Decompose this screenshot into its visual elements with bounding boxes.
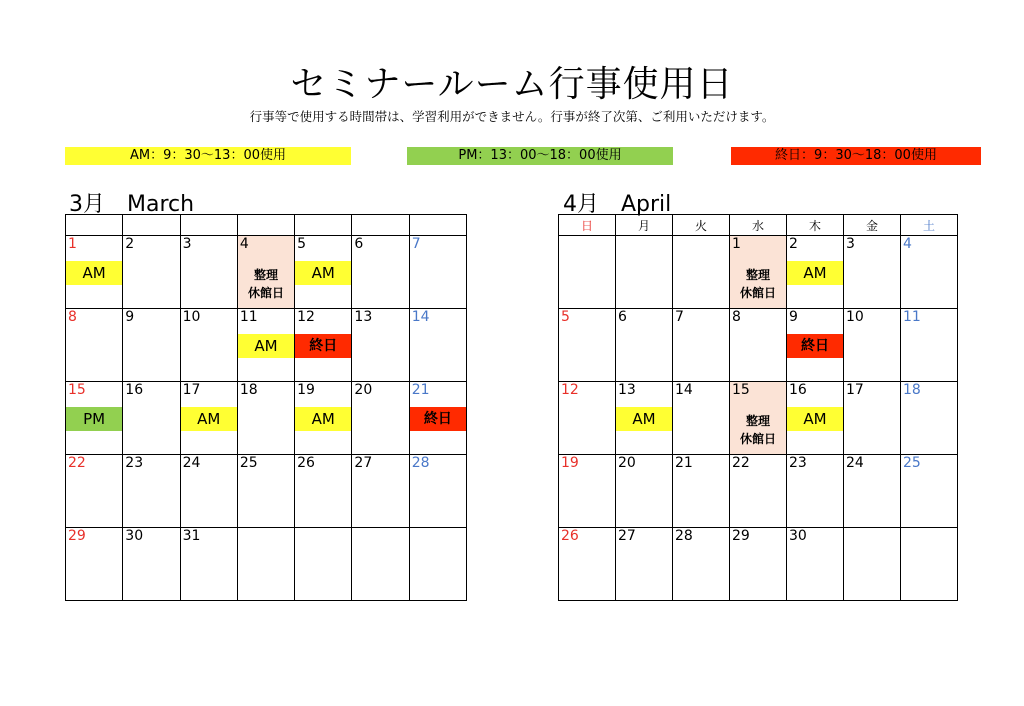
weekday-header-cell: 土 — [901, 215, 958, 236]
day-cell — [352, 455, 409, 528]
day-number: 25 — [239, 455, 258, 471]
day-cell — [844, 528, 901, 601]
closed-label-line: 休館日 — [247, 286, 284, 300]
day-cell — [237, 236, 294, 309]
day-number: 30 — [125, 528, 144, 544]
am-usage-tag: AM — [295, 407, 351, 431]
day-cell — [66, 236, 123, 309]
day-cell — [787, 455, 844, 528]
day-number: 10 — [182, 309, 201, 325]
weekday-header-cell — [295, 215, 352, 236]
closed-label-line: 休館日 — [739, 286, 776, 300]
day-number: 28 — [675, 528, 693, 544]
day-cell — [559, 455, 616, 528]
day-number: 6 — [354, 236, 364, 252]
week-row — [66, 455, 467, 528]
day-number: 1 — [68, 236, 77, 252]
march-heading: 3月 March — [69, 192, 195, 217]
march-calendar — [65, 214, 467, 601]
day-number: 6 — [618, 309, 627, 325]
day-cell — [901, 309, 958, 382]
day-number: 10 — [846, 309, 864, 325]
closed-day-label — [730, 412, 786, 448]
day-cell — [180, 382, 237, 455]
day-number: 4 — [239, 236, 249, 252]
day-cell — [673, 382, 730, 455]
day-cell — [844, 236, 901, 309]
closed-day-label — [238, 266, 294, 302]
day-number: 17 — [846, 382, 864, 398]
am-usage-tag: AM — [616, 407, 672, 431]
day-number: 30 — [789, 528, 807, 544]
day-cell — [409, 382, 466, 455]
day-number: 26 — [297, 455, 315, 471]
week-row — [66, 309, 467, 382]
all-day-usage-tag: 終日 — [787, 334, 843, 358]
april-heading: 4月 April — [563, 192, 672, 217]
day-number: 16 — [789, 382, 807, 398]
day-number: 2 — [125, 236, 135, 252]
day-number: 27 — [618, 528, 636, 544]
day-cell — [295, 528, 352, 601]
am-usage-tag: AM — [787, 261, 843, 285]
day-number: 21 — [675, 455, 693, 471]
weekday-header-cell — [237, 215, 294, 236]
day-cell — [180, 309, 237, 382]
day-cell — [901, 382, 958, 455]
weekday-header-cell — [409, 215, 466, 236]
day-cell — [66, 309, 123, 382]
closed-label-line: 整理 — [745, 414, 770, 428]
day-number: 14 — [411, 309, 430, 325]
page-title: セミナールーム行事使用日 — [290, 64, 734, 105]
day-cell — [123, 382, 180, 455]
day-cell — [730, 382, 787, 455]
day-number: 24 — [182, 455, 201, 471]
closed-day-label — [730, 266, 786, 302]
day-cell — [730, 528, 787, 601]
day-cell — [616, 528, 673, 601]
day-cell — [66, 528, 123, 601]
day-cell — [673, 528, 730, 601]
day-cell — [237, 382, 294, 455]
day-number: 28 — [411, 455, 430, 471]
day-number: 20 — [354, 382, 373, 398]
day-number: 8 — [68, 309, 77, 325]
day-number: 22 — [68, 455, 86, 471]
closed-label-line: 休館日 — [739, 432, 776, 446]
day-cell — [66, 455, 123, 528]
day-number: 11 — [239, 309, 258, 325]
day-number: 25 — [903, 455, 921, 471]
legend-pm: PM：13：00～18：00使用 — [407, 147, 673, 165]
legend-all-day: 終日：9：30～18：00使用 — [731, 147, 981, 165]
all-day-usage-tag: 終日 — [410, 407, 466, 431]
day-number: 17 — [182, 382, 201, 398]
day-number: 31 — [182, 528, 201, 544]
day-number: 1 — [732, 236, 741, 252]
day-cell — [901, 528, 958, 601]
day-number: 15 — [732, 382, 750, 398]
day-cell — [616, 236, 673, 309]
day-cell — [787, 236, 844, 309]
day-number: 12 — [561, 382, 579, 398]
day-cell — [616, 309, 673, 382]
day-cell — [901, 455, 958, 528]
weekday-header-row — [559, 215, 958, 236]
day-cell — [295, 382, 352, 455]
day-cell — [844, 309, 901, 382]
week-row — [559, 382, 958, 455]
day-cell — [730, 309, 787, 382]
day-cell — [673, 455, 730, 528]
day-number: 23 — [125, 455, 144, 471]
day-cell — [295, 455, 352, 528]
day-number: 8 — [732, 309, 741, 325]
day-cell — [295, 309, 352, 382]
day-number: 7 — [411, 236, 421, 252]
day-cell — [352, 236, 409, 309]
week-row — [66, 528, 467, 601]
day-cell — [559, 309, 616, 382]
weekday-header-cell: 火 — [673, 215, 730, 236]
day-cell — [352, 382, 409, 455]
week-row — [559, 309, 958, 382]
day-cell — [352, 528, 409, 601]
day-number: 9 — [789, 309, 798, 325]
day-cell — [237, 455, 294, 528]
weekday-header-cell: 日 — [559, 215, 616, 236]
week-row — [66, 236, 467, 309]
day-number: 20 — [618, 455, 636, 471]
day-cell — [180, 528, 237, 601]
day-number: 18 — [239, 382, 258, 398]
day-cell — [409, 528, 466, 601]
april-calendar — [558, 214, 958, 601]
day-number: 5 — [297, 236, 307, 252]
day-cell — [787, 528, 844, 601]
day-cell — [559, 382, 616, 455]
day-cell — [66, 382, 123, 455]
day-cell — [352, 309, 409, 382]
day-cell — [237, 309, 294, 382]
day-number: 19 — [297, 382, 315, 398]
closed-label-line: 整理 — [253, 268, 278, 282]
day-cell — [180, 455, 237, 528]
day-cell — [237, 528, 294, 601]
day-cell — [901, 236, 958, 309]
day-cell — [123, 236, 180, 309]
day-cell — [123, 528, 180, 601]
day-number: 3 — [846, 236, 855, 252]
weekday-header-cell — [352, 215, 409, 236]
day-number: 13 — [354, 309, 373, 325]
day-number: 12 — [297, 309, 315, 325]
weekday-header-cell — [123, 215, 180, 236]
day-cell — [673, 236, 730, 309]
weekday-header-cell: 金 — [844, 215, 901, 236]
am-usage-tag: AM — [181, 407, 237, 431]
weekday-header-cell: 水 — [730, 215, 787, 236]
week-row — [559, 236, 958, 309]
day-number: 4 — [903, 236, 912, 252]
day-cell — [730, 455, 787, 528]
weekday-header-row — [66, 215, 467, 236]
day-number: 23 — [789, 455, 807, 471]
day-number: 15 — [68, 382, 86, 398]
day-cell — [409, 236, 466, 309]
day-number: 9 — [125, 309, 135, 325]
day-cell — [787, 382, 844, 455]
day-cell — [559, 236, 616, 309]
am-usage-tag: AM — [238, 334, 294, 358]
weekday-header-cell — [66, 215, 123, 236]
day-number: 16 — [125, 382, 144, 398]
week-row — [559, 455, 958, 528]
day-cell — [123, 455, 180, 528]
day-number: 29 — [732, 528, 750, 544]
am-usage-tag: AM — [66, 261, 122, 285]
day-number: 22 — [732, 455, 750, 471]
day-cell — [787, 309, 844, 382]
day-number: 13 — [618, 382, 636, 398]
closed-label-line: 整理 — [745, 268, 770, 282]
day-cell — [730, 236, 787, 309]
day-number: 27 — [354, 455, 373, 471]
weekday-header-cell — [180, 215, 237, 236]
day-number: 19 — [561, 455, 579, 471]
day-number: 29 — [68, 528, 86, 544]
day-cell — [409, 309, 466, 382]
day-number: 7 — [675, 309, 684, 325]
weekday-header-cell: 木 — [787, 215, 844, 236]
week-row — [559, 528, 958, 601]
day-number: 26 — [561, 528, 579, 544]
page-subtitle: 行事等で使用する時間帯は、学習利用ができません。行事が終了次第、ご利用いただけます。 — [249, 109, 775, 124]
day-number: 21 — [411, 382, 430, 398]
day-cell — [123, 309, 180, 382]
am-usage-tag: AM — [787, 407, 843, 431]
day-cell — [180, 236, 237, 309]
day-number: 3 — [182, 236, 192, 252]
day-number: 24 — [846, 455, 864, 471]
am-usage-tag: AM — [295, 261, 351, 285]
day-cell — [673, 309, 730, 382]
day-number: 2 — [789, 236, 798, 252]
day-cell — [844, 382, 901, 455]
day-cell — [559, 528, 616, 601]
day-cell — [616, 455, 673, 528]
day-cell — [616, 382, 673, 455]
legend-am: AM：9：30～13：00使用 — [65, 147, 351, 165]
day-cell — [295, 236, 352, 309]
day-number: 18 — [903, 382, 921, 398]
weekday-header-cell: 月 — [616, 215, 673, 236]
day-number: 5 — [561, 309, 570, 325]
week-row — [66, 382, 467, 455]
day-cell — [409, 455, 466, 528]
day-number: 11 — [903, 309, 921, 325]
day-cell — [844, 455, 901, 528]
all-day-usage-tag: 終日 — [295, 334, 351, 358]
day-number: 14 — [675, 382, 693, 398]
pm-usage-tag: PM — [66, 407, 122, 431]
